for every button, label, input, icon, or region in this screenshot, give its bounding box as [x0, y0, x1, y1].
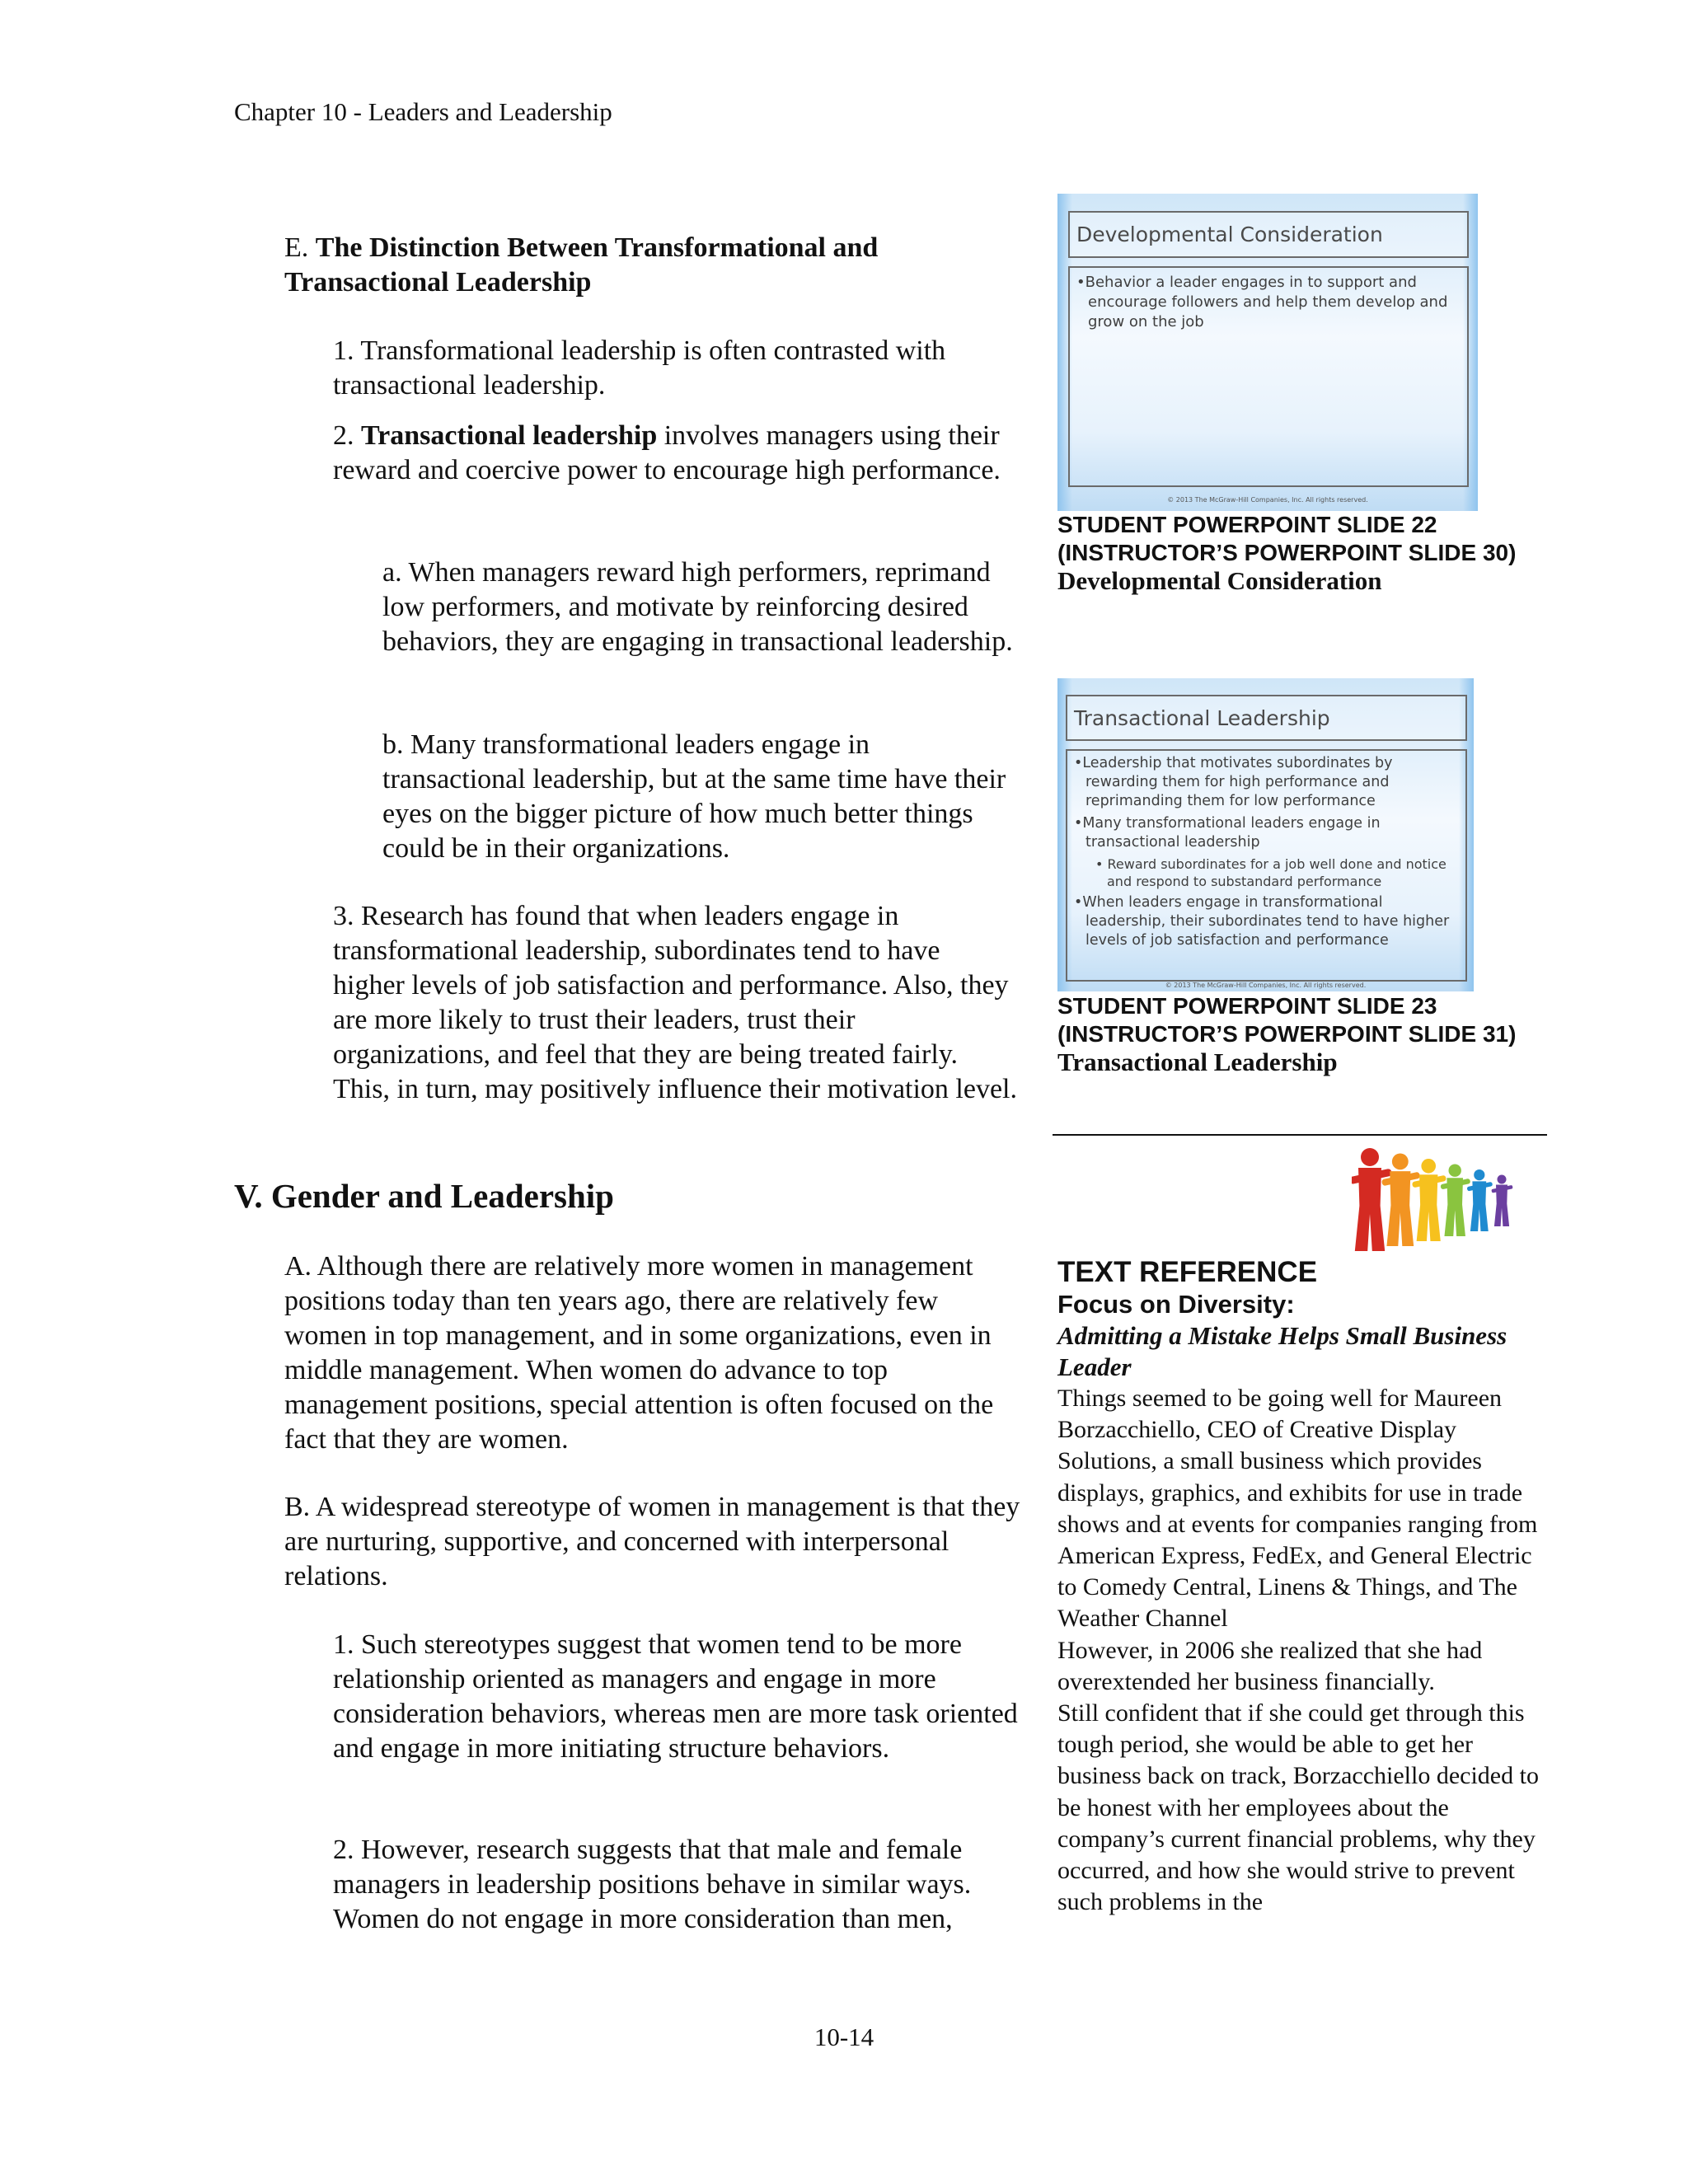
slide-22-title: Developmental Consideration — [1068, 211, 1469, 258]
slide-22-body — [1068, 266, 1469, 487]
text-reference-title: Admitting a Mistake Helps Small Business Leader — [1057, 1321, 1507, 1381]
section-v-point-a: A. Although there are relatively more women in management positions today than ten years ago, there are relatively few women in top management, and in some organizations, even in middle management. When women do advance to top management positions, special attention is often focused on the fact that they are women. — [284, 1251, 994, 1455]
slide-23-sub-bullet: • Reward subordinates for a job well done and notice and respond to substandard performance — [1095, 856, 1447, 889]
point-2-bold-term: Transactional leadership — [361, 420, 658, 451]
section-e-title: The Distinction Between Transformational and Transactional Leadership — [284, 232, 879, 298]
text-reference-subtitle: Focus on Diversity: — [1057, 1290, 1295, 1319]
text-reference-label: TEXT REFERENCE — [1057, 1256, 1318, 1288]
section-e-point-2a: a. When managers reward high performers, reprimand low performers, and motivate by reinforcing desired behaviors, they are engaging in transactional leadership. — [382, 557, 1013, 657]
slide-22-caption — [1057, 511, 1519, 595]
slide-23-caption-title: Transactional Leadership — [1057, 1047, 1338, 1076]
text-reference-paragraph-2: However, in 2006 she realized that she had overextended her business financially. — [1057, 1636, 1483, 1695]
section-e-point-2b: b. Many transformational leaders engage in transactional leadership, but at the same time have their eyes on the bigger picture of how much better things could be in their organizations. — [382, 729, 1006, 864]
slide-23-bullet-3: •When leaders engage in transformational leadership, their subordinates tend to have higher levels of job satisfaction and performance — [1074, 894, 1450, 949]
slide-22-caption-line1: STUDENT POWERPOINT SLIDE 22 — [1057, 512, 1437, 537]
person-figure — [1440, 1165, 1470, 1237]
slide-22-caption-title: Developmental Consideration — [1057, 566, 1382, 595]
section-e-prefix: E. — [284, 232, 316, 263]
slide-23-caption-line2: (INSTRUCTOR’S POWERPOINT SLIDE 31) — [1057, 1021, 1517, 1047]
point-2-prefix: 2. — [333, 420, 361, 451]
person-figure — [1381, 1154, 1420, 1247]
slide-22-thumbnail — [1057, 194, 1478, 511]
slide-22-caption-line2: (INSTRUCTOR’S POWERPOINT SLIDE 30) — [1057, 540, 1517, 565]
slide-23-body — [1066, 749, 1467, 982]
person-figure — [1412, 1159, 1447, 1241]
slide-23-copyright: © 2013 The McGraw-Hill Companies, Inc. All rights reserved. — [1165, 982, 1367, 989]
text-reference-paragraph-3: Still confident that if she could get through this tough period, she would be able to get her business back on track, Borzacchiello decided to be honest with her employees about the company’s current financial problems, why they occurred, and how she would strive to prevent such problems in the — [1057, 1699, 1539, 1916]
person-figure — [1491, 1175, 1512, 1227]
page-number: 10-14 — [814, 2022, 874, 2051]
slide-23-thumbnail — [1057, 678, 1474, 991]
section-v-point-b: B. A widespread stereotype of women in management is that they are nurturing, supportive, and concerned with interpersonal relations. — [284, 1492, 1020, 1591]
diversity-people-graphic — [1352, 1136, 1550, 1259]
slide-23-bullet-2: •Many transformational leaders engage in transactional leadership — [1074, 815, 1381, 851]
slide-22-copyright: © 2013 The McGraw-Hill Companies, Inc. All rights reserved. — [1167, 496, 1368, 504]
section-e-point-3: 3. Research has found that when leaders engage in transformational leadership, subordinates tend to have higher levels of job satisfaction and performance. Also, they are more likely to trust their leaders, trust their organizations, and feel that they are being treated fairly. This, in turn, may positively influence their motivation level. — [333, 901, 1017, 1104]
slide-23-caption — [1057, 992, 1519, 1076]
section-v-heading: V. Gender and Leadership — [234, 1177, 614, 1215]
section-v-point-b1: 1. Such stereotypes suggest that women tend to be more relationship oriented as managers and engage in more consideration behaviors, whereas men are more task oriented and engage in more initiating structure behaviors. — [333, 1629, 1018, 1764]
slide-23-bullet-1: •Leadership that motivates subordinates by rewarding them for high performance and reprimanding them for low performance — [1074, 755, 1393, 809]
point-2-rest: involves managers using their reward and coercive power to encourage high performance. — [333, 420, 1001, 485]
text-reference-paragraph-1: Things seemed to be going well for Maureen Borzacchiello, CEO of Creative Display Solutions, a small business which provides displays, graphics, and exhibits for use in trade shows and at events for companies ranging from American Express, FedEx, and General Electric to Comedy Central, Linens & Things, and The Weather Channel — [1057, 1385, 1538, 1633]
slide-22-bullet: •Behavior a leader engages in to support and encourage followers and help them develop and grow on the job — [1076, 274, 1448, 330]
person-figure — [1467, 1169, 1493, 1231]
slide-23-title: Transactional Leadership — [1066, 695, 1467, 741]
person-figure — [1352, 1148, 1392, 1251]
slide-23-caption-line1: STUDENT POWERPOINT SLIDE 23 — [1057, 993, 1437, 1019]
text-reference-sidebar — [1057, 1256, 1552, 1918]
section-e-point-2 — [333, 419, 1017, 488]
section-e-point-1: 1. Transformational leadership is often contrasted with transactional leadership. — [333, 335, 946, 401]
chapter-header: Chapter 10 - Leaders and Leadership — [234, 97, 612, 126]
section-v-point-b2: 2. However, research suggests that that male and female managers in leadership positions behave in similar ways. Women do not engage in more consideration than men, — [333, 1835, 972, 1934]
section-e-heading — [284, 231, 1026, 300]
